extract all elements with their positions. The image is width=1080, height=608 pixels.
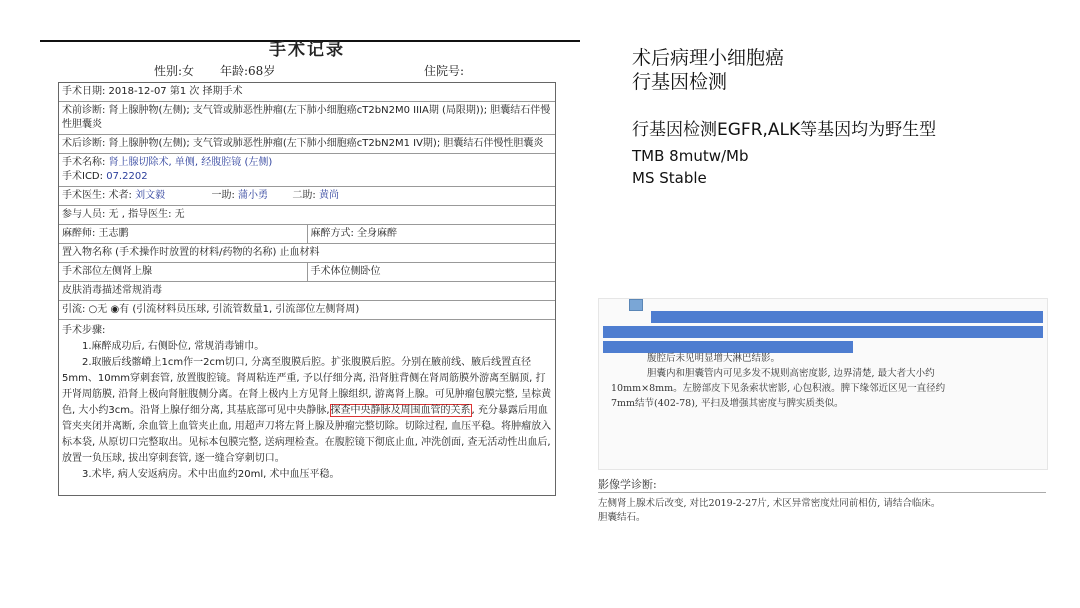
anesthesia-row <box>59 225 555 244</box>
ms-status: MS Stable <box>632 169 707 187</box>
participants: 参与人员: 无 , 指导医生: 无 <box>59 206 555 225</box>
icd-label: 手术ICD: <box>62 171 104 182</box>
assistant2: 黄尚 <box>318 190 339 201</box>
surgery-name: 肾上腺切除术, 单侧, 经腹腔镜 (左侧) <box>108 157 273 168</box>
implants: 置入物名称 (手术操作时放置的材料/药物的名称) 止血材料 <box>59 244 555 263</box>
surgeon-label: 手术医生: 术者: <box>62 190 132 201</box>
surgery-record <box>58 40 556 496</box>
tmb-value: TMB 8mutw/Mb <box>632 147 749 165</box>
imaging-line-4: 7mm结节(402-78), 平扫及增强其密度与脾实质类似。 <box>611 398 844 409</box>
pathology-line: 术后病理小细胞癌 <box>632 47 785 69</box>
surgery-position: 手术体位侧卧位 <box>310 266 381 277</box>
surgery-steps <box>59 320 555 495</box>
patient-info <box>58 60 556 82</box>
assistant1-label: 一助: <box>211 190 235 201</box>
assistant1: 蒲小勇 <box>238 190 269 201</box>
diagnosis-line-1: 左侧肾上腺术后改变, 对比2019-2-27片, 术区异常密度灶同前相仿, 请结合临床。 <box>598 498 941 509</box>
post-op-diagnosis: 术后诊断: 肾上腺肿物(左侧); 支气管或肺恶性肿瘤(左下肺小细胞癌cT2bN2M1 IV期); 胆囊结石伴慢性胆囊炎 <box>59 135 555 154</box>
surgeon-row <box>59 187 555 206</box>
gender: 性别:女 <box>154 64 195 78</box>
surgery-date: 手术日期: 2018-12-07 第1 次 择期手术 <box>59 83 555 102</box>
gene-result: 行基因检测EGFR,ALK等基因均为野生型 <box>632 120 937 140</box>
step-2-highlight: 探查中央静脉及周围血管的关系 <box>330 405 471 416</box>
disinfection: 皮肤消毒描述常规消毒 <box>59 282 555 301</box>
step-2-part-a: 2.取腋后线髂嵴上1cm作一2cm切口, 分离至腹膜后腔。扩张腹膜后腔。分别在腋前线、腋后线置直径5mm、10mm穿刺套管, 放置腹腔镜。肾周粘连严重, 予以仔细分离, 沿肾脏背侧在肾周筋膜外游离至膈顶, 打开肾周筋膜, 沿肾上极向肾脏腹侧分离。在肾上极内上方见肾上腺组织, 游离肾上腺。可见肿瘤包膜完整, 呈棕黄色, 大小约3cm。沿肾上腺仔细分离, 其基底部可见中央静脉, <box>62 357 552 416</box>
selection-highlight <box>603 326 1043 338</box>
drainage: 引流: ○无 ◉有 (引流材料员压球, 引流管数量1, 引流部位左侧肾周) <box>59 301 555 320</box>
step-2 <box>62 355 552 467</box>
steps-label: 手术步骤: <box>62 325 106 336</box>
admission-number: 住院号: <box>424 64 465 78</box>
surgery-name-label: 手术名称: <box>62 157 106 168</box>
document-icon <box>629 299 643 311</box>
age: 年龄:68岁 <box>220 64 276 78</box>
pre-op-diagnosis: 术前诊断: 肾上腺肿物(左侧); 支气管或肺恶性肿瘤(左下肺小细胞癌cT2bN2M0 IIIA期 (局限期)); 胆囊结石伴慢性胆囊炎 <box>59 102 555 135</box>
assistant2-label: 二助: <box>292 190 316 201</box>
surgery-site: 手术部位左侧肾上腺 <box>59 263 308 281</box>
imaging-line-2: 胆囊内和胆囊管内可见多发不规则高密度影, 边界清楚, 最大者大小约 <box>647 368 935 379</box>
record-form <box>58 82 556 496</box>
imaging-diagnosis-label: 影像学诊断: <box>598 478 657 491</box>
selection-highlight <box>651 311 1043 323</box>
step-2-part-b: , 充分暴露后用血管夹夹闭并离断, 余血管上血管夹止血, 用超声刀将左肾上腺及肿瘤完整切除。切除过程, 血压平稳。将肿瘤放入标本袋, 从原切口完整取出。见标本包膜完整, 送病理检查。在腹腔镜下彻底止血, 冲洗创面, 查无活动性出血后, 放置一负压球, 拔出穿刺套管, 逐一缝合穿刺切口。 <box>62 405 552 464</box>
step-3: 3.术毕, 病人安返病房。术中出血约20ml, 术中血压平稳。 <box>82 469 340 480</box>
imaging-line-3: 10mm×8mm。左膀部皮下见条索状密影, 心包积液。脾下缘邻近区见一直径约 <box>611 383 946 394</box>
step-1: 1.麻醉成功后, 右侧卧位, 常规消毒铺巾。 <box>82 341 265 352</box>
surgery-name-row <box>59 154 555 187</box>
record-title: 手术记录 <box>269 40 345 60</box>
anesthetist: 麻醉师: 王志鹏 <box>59 225 308 243</box>
surgeon: 刘文毅 <box>135 190 166 201</box>
site-row <box>59 263 555 282</box>
imaging-line-1: 腹腔后未见明显增大淋巴结影。 <box>647 353 781 364</box>
anesthesia-method: 麻醉方式: 全身麻醉 <box>310 228 398 239</box>
pathology-notes <box>632 46 784 94</box>
icd-code: 07.2202 <box>106 171 148 182</box>
gene-test-line: 行基因检测 <box>632 71 728 93</box>
imaging-diagnosis <box>598 492 1046 537</box>
diagnosis-line-2: 胆囊结石。 <box>598 512 646 523</box>
imaging-report-panel <box>598 298 1048 470</box>
